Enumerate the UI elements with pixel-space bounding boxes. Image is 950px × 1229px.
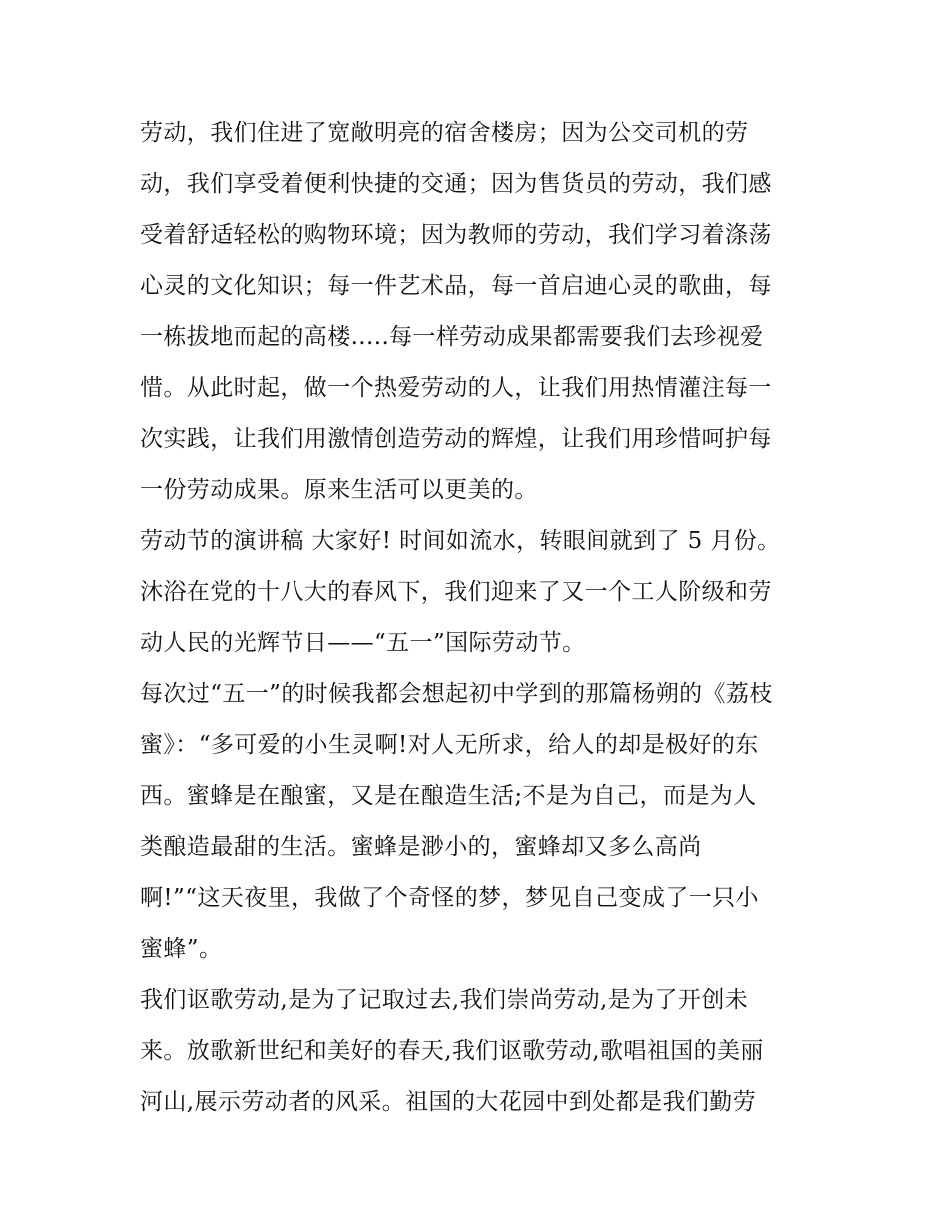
text-line: 劳动节的演讲稿 大家好! 时间如流水，转眼间就到了 5 月份。 — [140, 528, 781, 554]
text-line: 劳动，我们住进了宽敞明亮的宿舍楼房；因为公交司机的劳 — [140, 120, 749, 146]
text-line: 受着舒适轻松的购物环境；因为教师的劳动，我们学习着涤荡 — [140, 222, 772, 248]
text-line: 啊!”“这天夜里，我做了个奇怪的梦，梦见自己变成了一只小 — [140, 885, 759, 911]
text-line: 沐浴在党的十八大的春风下，我们迎来了又一个工人阶级和劳 — [140, 579, 772, 605]
text-line: 动人民的光辉节日——“五一”国际劳动节。 — [140, 630, 586, 656]
text-line: 西。蜜蜂是在酿蜜，又是在酿造生活;不是为自己，而是为人 — [140, 783, 757, 809]
text-line: 蜜》：“多可爱的小生灵啊!对人无所求，给人的却是极好的东 — [140, 732, 759, 758]
text-line: 次实践，让我们用激情创造劳动的辉煌，让我们用珍惜呵护每 — [140, 426, 772, 452]
text-line: 动，我们享受着便利快捷的交通；因为售货员的劳动，我们感 — [140, 171, 772, 197]
text-line: 河山,展示劳动者的风采。祖国的大花园中到处都是我们勤劳 — [140, 1089, 757, 1115]
text-line: 心灵的文化知识；每一件艺术品，每一首启迪心灵的歌曲，每 — [140, 273, 772, 299]
text-line: 蜜蜂”。 — [140, 936, 223, 962]
text-line: 惜。从此时起，做一个热爱劳动的人，让我们用热情灌注每一 — [140, 375, 772, 401]
text-line: 一栋拔地而起的高楼.....每一样劳动成果都需要我们去珍视爱 — [140, 324, 764, 350]
document-body — [140, 108, 820, 1128]
text-line: 我们讴歌劳动,是为了记取过去,我们崇尚劳动,是为了开创未 — [140, 987, 749, 1013]
text-line: 来。放歌新世纪和美好的春天,我们讴歌劳动,歌唱祖国的美丽 — [140, 1038, 764, 1064]
text-line: 每次过“五一”的时候我都会想起初中学到的那篇杨朔的《荔枝 — [140, 681, 773, 707]
text-line: 一份劳动成果。原来生活可以更美的。 — [140, 477, 538, 503]
text-line: 类酿造最甜的生活。蜜蜂是渺小的，蜜蜂却又多么高尚 — [140, 834, 702, 860]
